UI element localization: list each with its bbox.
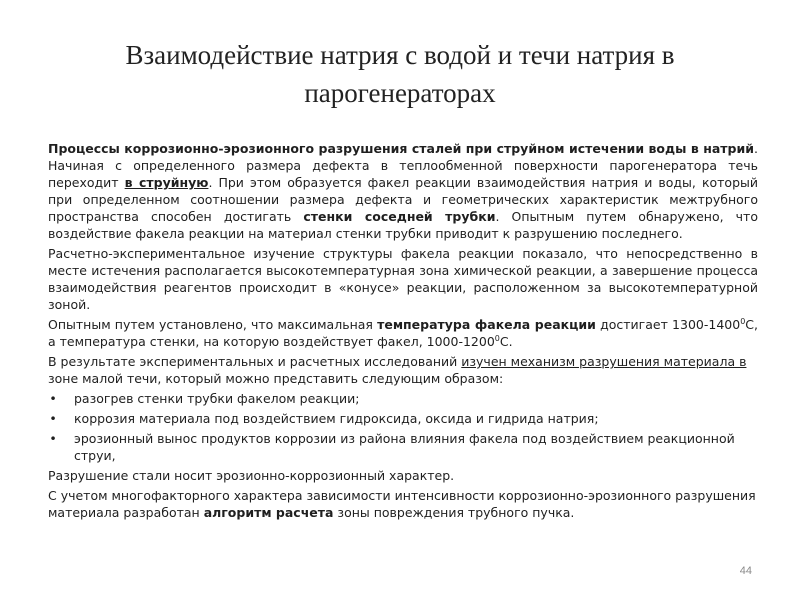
paragraph-erosion-character: Разрушение стали носит эрозионно-коррозионный характер.: [48, 468, 455, 483]
paragraph-text: достигает 1300-1400: [595, 317, 741, 332]
slide-title: [50, 36, 750, 112]
superscript-degree: 0: [494, 334, 500, 343]
bullet-marker: •: [49, 431, 57, 446]
paragraph-text: зоны повреждения трубного пучка.: [333, 505, 575, 520]
list-item-text: эрозионный вынос продуктов коррозии из района влияния факела под воздействием реакционной струи,: [74, 431, 735, 463]
page-number: 44: [739, 565, 752, 577]
paragraph-text: Опытным путем установлено, что максимальная: [48, 317, 378, 332]
list-item: [48, 430, 758, 464]
bold-underline-jet: в струйную: [124, 175, 209, 190]
superscript-degree: 0: [740, 317, 746, 326]
list-item-text: разогрев стенки трубки факелом реакции;: [74, 391, 360, 406]
paragraph-mechanism: [48, 353, 758, 387]
bold-adjacent-tube-wall: стенки соседней трубки: [303, 209, 496, 224]
title-line-1: Взаимодействие натрия с водой и течи натрия в: [125, 40, 675, 70]
paragraph-text: С, а температура стенки, на которую воздействует факел, 1000-1200: [48, 317, 758, 349]
paragraph-text: В результате экспериментальных и расчетных исследований: [48, 354, 462, 369]
list-item: [48, 410, 758, 427]
paragraph-text: . Опытным путем обнаружено, что воздействие факела реакции на материал стенки трубки приводит к разрушению последнего.: [48, 209, 758, 241]
paragraph-algorithm: [48, 487, 758, 521]
paragraph-text: зоне малой течи, который можно представить следующим образом:: [48, 371, 504, 386]
list-item-text: коррозия материала под воздействием гидроксида, оксида и гидрида натрия;: [74, 411, 599, 426]
slide-body: [48, 140, 758, 524]
paragraph-corrosion-processes: [48, 140, 758, 242]
paragraph-text: . При этом образуется факел реакции взаимодействия натрия и воды, который при определенном соотношении размера дефекта и геометрических характеристик межтрубного пространства способен достигать: [48, 175, 758, 224]
bullet-list: [48, 390, 758, 464]
paragraph-text: С учетом многофакторного характера зависимости интенсивности коррозионно-эрозионного разрушения материала разработан: [48, 488, 756, 520]
bold-flame-temperature: температура факела реакции: [377, 317, 596, 332]
title-line-2: парогенераторах: [304, 78, 496, 108]
bullet-marker: •: [49, 391, 57, 406]
list-item: [48, 390, 758, 407]
underline-mechanism: изучен механизм разрушения материала в: [461, 354, 747, 369]
bold-algorithm: алгоритм расчета: [203, 505, 334, 520]
bullet-marker: •: [49, 411, 57, 426]
paragraph-flame-structure: Расчетно-экспериментальное изучение структуры факела реакции показало, что непосредственно в месте истечения располагается высокотемпературная зона химической реакции, а завершение процесса взаимодействия реагентов происходит в «конусе» реакции, расположенном за высокотемпературной зоной.: [48, 246, 758, 312]
paragraph-text: С.: [499, 334, 513, 349]
bold-lead: Процессы коррозионно-эрозионного разрушения сталей при струйном истечении воды в натрий: [48, 141, 755, 156]
paragraph-text: . Начиная с определенного размера дефекта в теплообменной поверхности парогенератора течь переходит: [48, 141, 758, 190]
paragraph-temperature: [48, 316, 758, 350]
